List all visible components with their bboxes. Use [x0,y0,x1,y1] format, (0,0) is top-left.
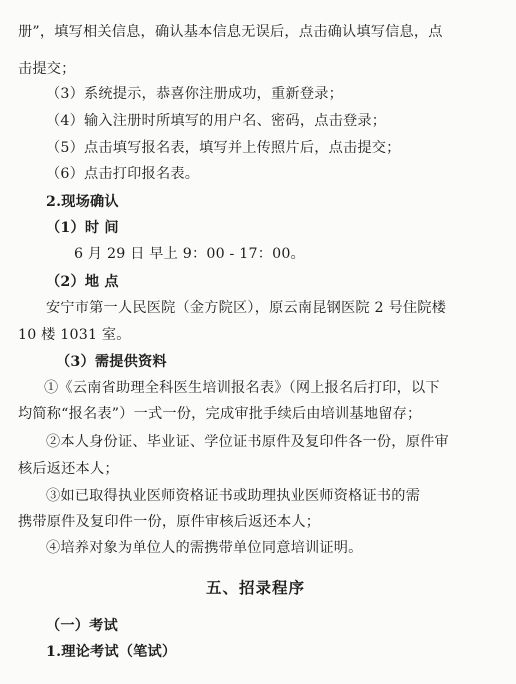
subsection-heading: （1）时 间 [46,220,119,236]
paragraph-line: 10 楼 1031 室。 [18,327,131,343]
chapter-heading: 五、招录程序 [206,578,306,597]
section-heading: （一）考试 [46,618,118,634]
section-heading: 1.理论考试（笔试） [46,644,177,660]
paragraph-line: 册”，填写相关信息，确认基本信息无误后，点击确认填写信息，点 [18,24,443,40]
subsection-heading: （2）地 点 [46,274,119,290]
paragraph-line: ④培养对象为单位人的需携带单位同意培训证明。 [46,540,363,556]
paragraph-line: ②本人身份证、毕业证、学位证书原件及复印件各一份，原件审 [46,434,449,450]
list-item: （3）系统提示，恭喜你注册成功，重新登录； [46,86,343,102]
paragraph-line: 携带原件及复印件一份，原件审核后返还本人； [18,514,321,530]
paragraph-line: 安宁市第一人民医院（金方院区），原云南昆钢医院 2 号住院楼 [46,300,447,316]
subsection-heading: （3）需提供资料 [56,354,167,370]
paragraph-line: ③如已取得执业医师资格证书或助理执业医师资格证书的需 [46,488,421,504]
list-item: （6）点击打印报名表。 [46,166,200,182]
paragraph-line: 6 月 29 日 早上 9：00 - 17：00。 [74,246,305,262]
list-item: （5）点击填写报名表，填写并上传照片后，点击提交； [46,140,401,156]
paragraph-line: 均简称“报名表”）一式一份，完成审批手续后由培训基地留存； [18,406,422,422]
paragraph-line: 击提交； [18,61,76,77]
paragraph-line: 核后返还本人； [18,461,119,477]
list-item: （4）输入注册时所填写的用户名、密码，点击登录； [46,113,387,129]
paragraph-line: ①《云南省助理全科医生培训报名表》（网上报名后打印，以下 [44,380,440,396]
section-heading: 2.现场确认 [46,194,119,210]
